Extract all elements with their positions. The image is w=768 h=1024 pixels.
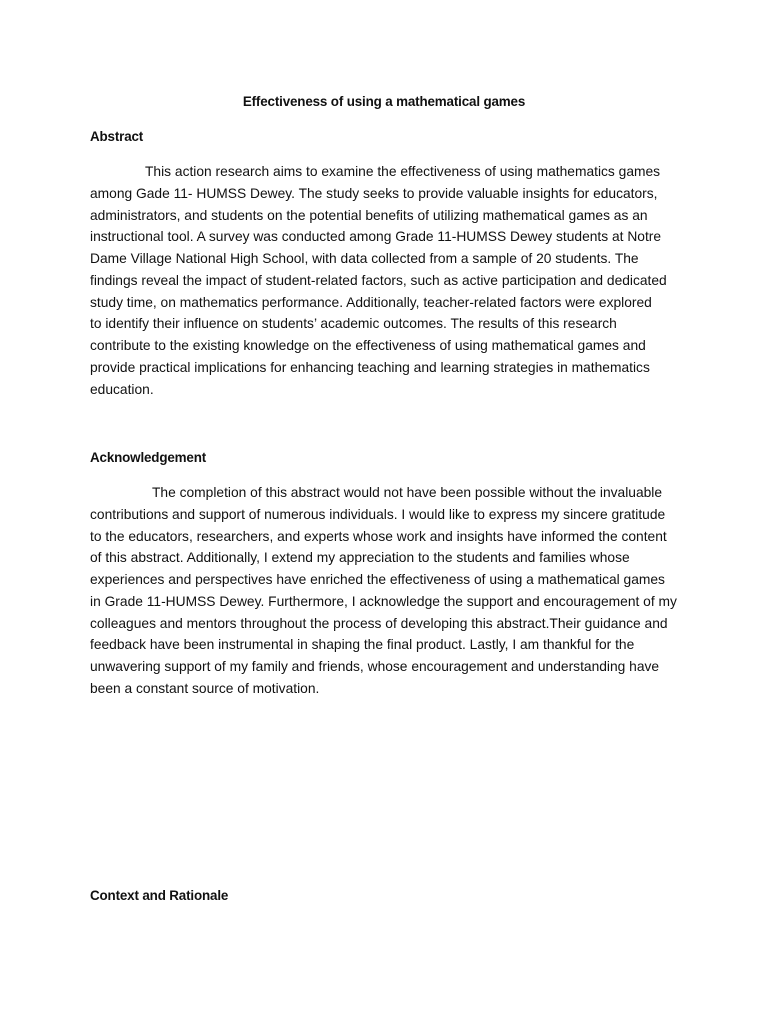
- acknowledgement-line: colleagues and mentors throughout the process of developing this abstract.Their guidance and: [90, 615, 668, 631]
- context-rationale-heading: Context and Rationale: [90, 888, 229, 903]
- acknowledgement-paragraph: [90, 482, 677, 700]
- abstract-paragraph: [90, 161, 667, 400]
- abstract-line: provide practical implications for enhancing teaching and learning strategies in mathematics: [90, 359, 650, 375]
- abstract-line: findings reveal the impact of student-related factors, such as active participation and dedicated: [90, 272, 667, 288]
- acknowledgement-line: unwavering support of my family and friends, whose encouragement and understanding have: [90, 659, 660, 674]
- abstract-line: Dame Village National High School, with data collected from a sample of 20 students. The: [90, 251, 639, 266]
- abstract-line: This action research aims to examine the effectiveness of using mathematics games: [145, 164, 661, 179]
- acknowledgement-line: experiences and perspectives have enriched the effectiveness of using a mathematical games: [90, 572, 665, 587]
- acknowledgement-line: The completion of this abstract would not have been possible without the invaluable: [152, 485, 663, 500]
- abstract-line: study time, on mathematics performance. Additionally, teacher-related factors were explored: [90, 294, 652, 310]
- acknowledgement-line: of this abstract. Additionally, I extend my appreciation to the students and families whose: [90, 550, 630, 566]
- abstract-line: administrators, and students on the potential benefits of utilizing mathematical games as an: [90, 207, 648, 223]
- abstract-line: instructional tool. A survey was conducted among Grade 11-HUMSS Dewey students at Notre: [90, 229, 662, 245]
- abstract-heading: Abstract: [90, 129, 144, 144]
- acknowledgement-heading: Acknowledgement: [90, 450, 207, 465]
- acknowledgement-line: in Grade 11-HUMSS Dewey. Furthermore, I acknowledge the support and encouragement of my: [90, 593, 677, 609]
- abstract-line: education.: [90, 381, 154, 397]
- abstract-line: among Gade 11- HUMSS Dewey. The study seeks to provide valuable insights for educators,: [90, 185, 658, 201]
- abstract-line: to identify their influence on students’ academic outcomes. The results of this research: [90, 316, 617, 332]
- document-title: Effectiveness of using a mathematical games: [242, 94, 526, 109]
- acknowledgement-line: feedback have been instrumental in shaping the final product. Lastly, I am thankful for the: [90, 637, 635, 653]
- abstract-line: contribute to the existing knowledge on the effectiveness of using mathematical games and: [90, 338, 646, 353]
- acknowledgement-line: been a constant source of motivation.: [90, 680, 320, 696]
- acknowledgement-line: to the educators, researchers, and experts whose work and insights have informed the content: [90, 528, 667, 544]
- acknowledgement-line: contributions and support of numerous individuals. I would like to express my sincere gratitude: [90, 506, 666, 522]
